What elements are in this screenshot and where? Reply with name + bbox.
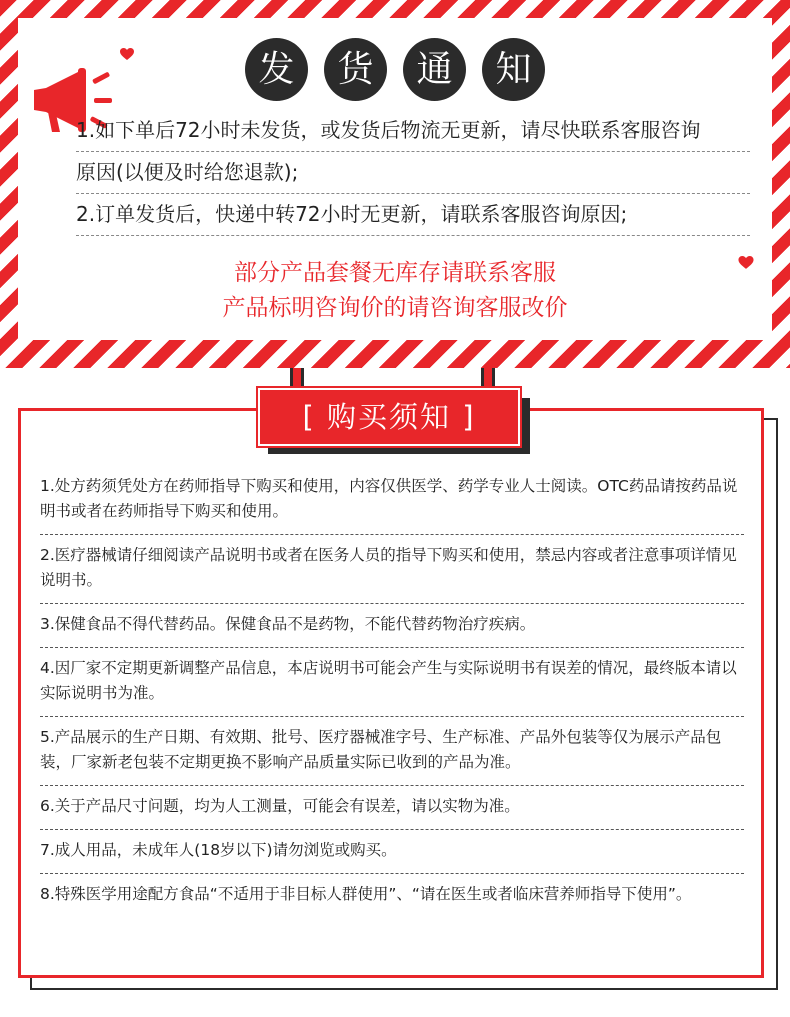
rule-item: 5.产品展示的生产日期、有效期、批号、医疗器械准字号、生产标准、产品外包装等仅为展示产品包装，厂家新老包装不定期更换不影响产品质量实际已收到的产品为准。 bbox=[40, 717, 744, 786]
notice-line: 1.如下单后72小时未发货，或发货后物流无更新，请尽快联系客服咨询 bbox=[76, 110, 750, 152]
stock-notice: 部分产品套餐无库存请联系客服 bbox=[234, 260, 556, 286]
notice-line: 2.订单发货后，快递中转72小时无更新，请联系客服咨询原因; bbox=[76, 194, 750, 236]
rule-item: 2.医疗器械请仔细阅读产品说明书或者在医务人员的指导下购买和使用，禁忌内容或者注意事项详情见说明书。 bbox=[40, 535, 744, 604]
purchase-tag: [ 购买须知 ] bbox=[258, 388, 520, 446]
notice-title bbox=[18, 38, 772, 101]
notice-frame bbox=[0, 0, 790, 368]
hanger bbox=[481, 368, 495, 390]
notice-panel bbox=[18, 18, 772, 340]
title-char: 货 bbox=[324, 38, 387, 101]
rule-item: 3.保健食品不得代替药品。保健食品不是药物，不能代替药物治疗疾病。 bbox=[40, 604, 744, 648]
hanger bbox=[290, 368, 304, 390]
rule-item: 7.成人用品，未成年人(18岁以下)请勿浏览或购买。 bbox=[40, 830, 744, 874]
price-notice: 产品标明咨询价的请咨询客服改价 bbox=[222, 295, 568, 321]
rule-item: 1.处方药须凭处方在药师指导下购买和使用，内容仅供医学、药学专业人士阅读。OTC药品请按药品说明书或者在药师指导下购买和使用。 bbox=[40, 466, 744, 535]
rules-list bbox=[40, 466, 744, 917]
notice-line: 原因(以便及时给您退款); bbox=[76, 152, 750, 194]
notice-lines bbox=[76, 110, 750, 236]
title-char: 发 bbox=[245, 38, 308, 101]
title-char: 知 bbox=[482, 38, 545, 101]
rule-item: 6.关于产品尺寸问题，均为人工测量，可能会有误差，请以实物为准。 bbox=[40, 786, 744, 830]
rule-item: 4.因厂家不定期更新调整产品信息，本店说明书可能会产生与实际说明书有误差的情况，最终版本请以实际说明书为准。 bbox=[40, 648, 744, 717]
title-char: 通 bbox=[403, 38, 466, 101]
rule-item: 8.特殊医学用途配方食品“不适用于非目标人群使用”、“请在医生或者临床营养师指导下使用”。 bbox=[40, 885, 692, 903]
